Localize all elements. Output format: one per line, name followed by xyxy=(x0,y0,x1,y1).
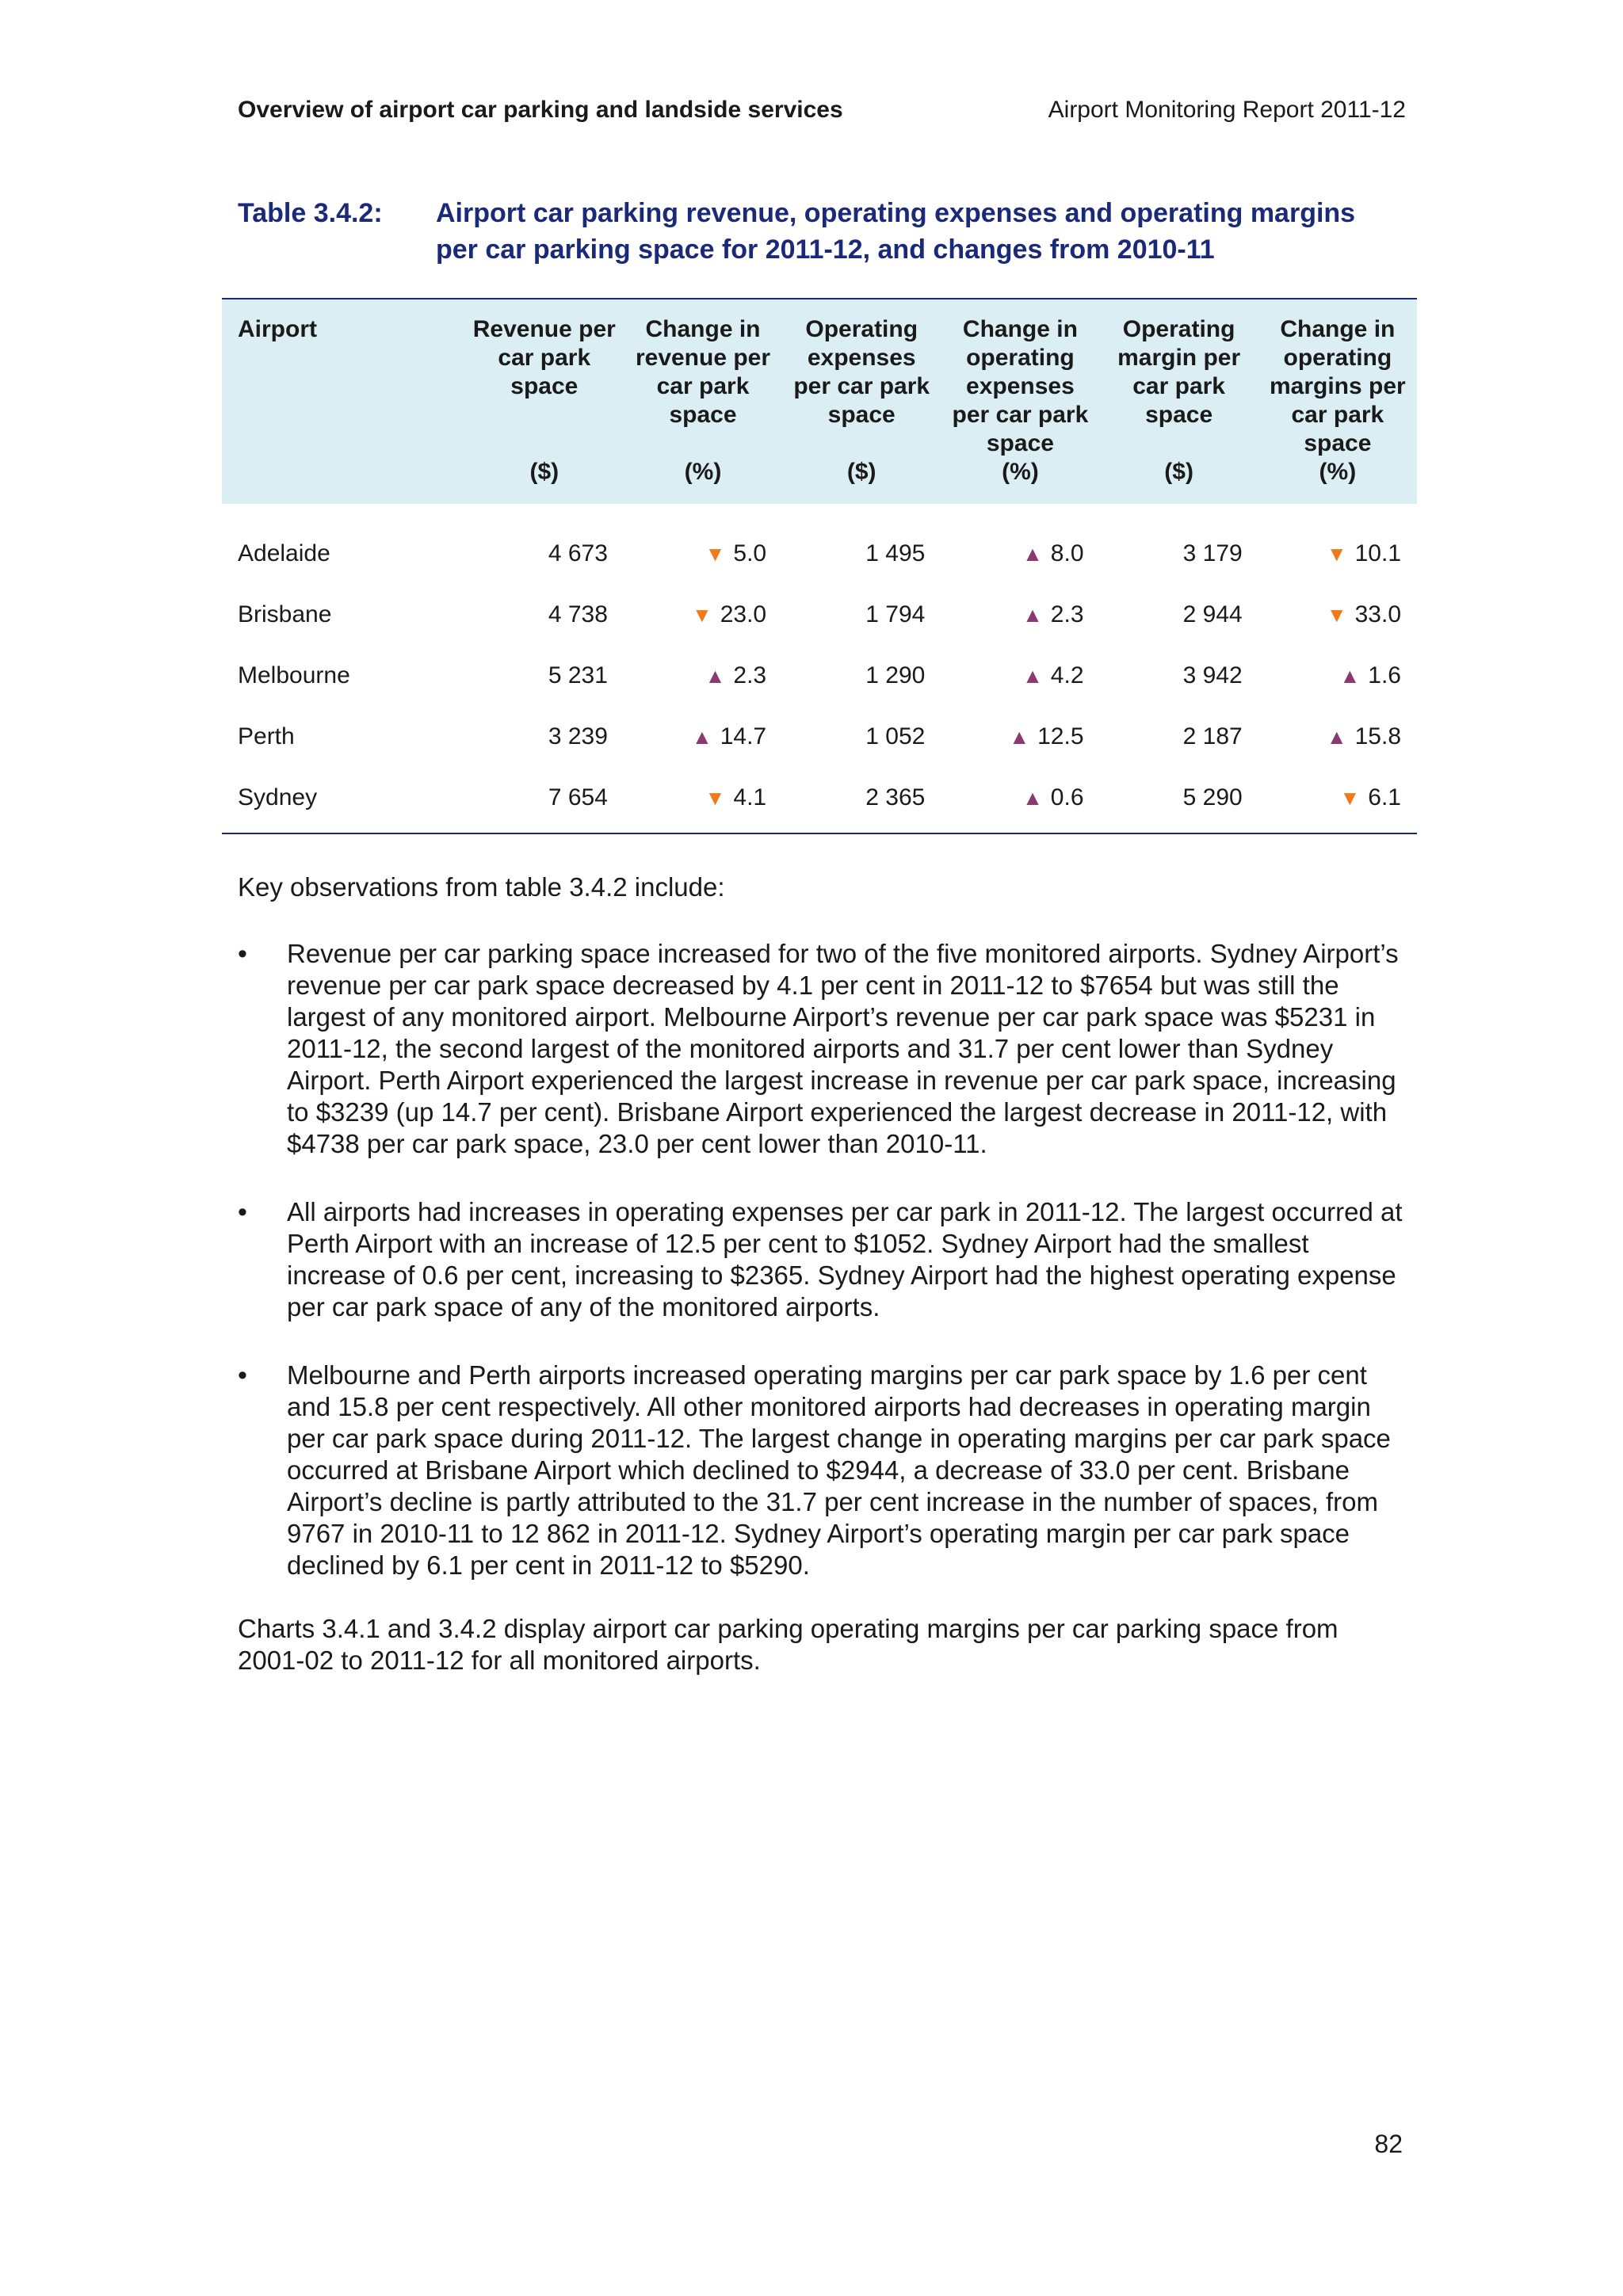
column-header-margin-change xyxy=(1258,299,1417,504)
cell-value: 2.3 xyxy=(1050,601,1084,627)
triangle-up-icon: ▲ xyxy=(1326,724,1347,749)
cell-airport xyxy=(222,504,465,584)
cell-value: 8.0 xyxy=(1050,540,1084,566)
closing-paragraph: Charts 3.4.1 and 3.4.2 display airport car parking operating margins per car parking space from 2001-02 to 2011-12 for all monitored airports. xyxy=(238,1614,1338,1675)
cell-value: Perth xyxy=(238,723,295,749)
cell-revenue-change xyxy=(624,706,782,767)
cell-opex xyxy=(782,645,941,706)
column-header-opex xyxy=(782,299,941,504)
section-title: Overview of airport car parking and landside services xyxy=(238,97,843,123)
cell-value: 12.5 xyxy=(1037,723,1084,749)
cell-value: 7 654 xyxy=(548,784,608,810)
cell-value: 5 231 xyxy=(548,662,608,688)
cell-revenue-change xyxy=(624,645,782,706)
column-header-revenue xyxy=(465,299,624,504)
cell-margin-change xyxy=(1258,767,1417,833)
table-title: Airport car parking revenue, operating expenses and operating margins per car parking space for 2011-12, and changes from 2010-11 xyxy=(436,198,1356,265)
column-header-label: Revenue per car park space xyxy=(472,316,616,399)
cell-margin-change xyxy=(1258,706,1417,767)
cell-value: 14.7 xyxy=(720,723,767,749)
cell-value: 2 944 xyxy=(1182,601,1243,627)
cell-value: 3 179 xyxy=(1182,540,1243,566)
car-parking-table xyxy=(222,298,1417,834)
cell-value: 2.3 xyxy=(733,662,767,688)
cell-revenue xyxy=(465,645,624,706)
cell-value: 5.0 xyxy=(733,540,767,566)
column-header-unit: ($) xyxy=(846,459,876,485)
cell-margin-change xyxy=(1258,584,1417,645)
cell-revenue-change xyxy=(624,584,782,645)
cell-opex-change xyxy=(941,584,1099,645)
cell-value: 2 365 xyxy=(865,784,926,810)
column-header-label: Airport xyxy=(238,316,317,342)
triangle-down-icon: ▼ xyxy=(691,602,712,627)
cell-value: 4.2 xyxy=(1050,662,1084,688)
cell-margin xyxy=(1100,767,1258,833)
table-row xyxy=(222,504,1417,584)
triangle-up-icon: ▲ xyxy=(691,724,712,749)
cell-revenue xyxy=(465,767,624,833)
cell-margin xyxy=(1100,645,1258,706)
cell-revenue xyxy=(465,504,624,584)
cell-value: Adelaide xyxy=(238,540,330,566)
cell-airport xyxy=(222,706,465,767)
cell-opex xyxy=(782,767,941,833)
observations-intro: Key observations from table 3.4.2 include: xyxy=(238,872,725,902)
triangle-up-icon: ▲ xyxy=(705,663,726,688)
column-header-label: Change in operating margins per car park space xyxy=(1269,316,1406,456)
cell-value: 1 495 xyxy=(865,540,926,566)
cell-value: 15.8 xyxy=(1354,723,1401,749)
cell-value: 23.0 xyxy=(720,601,767,627)
list-item xyxy=(238,1196,1403,1323)
cell-value: Brisbane xyxy=(238,601,332,627)
cell-value: 2 187 xyxy=(1182,723,1243,749)
column-header-label: Change in operating expenses per car park space xyxy=(952,316,1089,456)
cell-value: 3 239 xyxy=(548,723,608,749)
table-header xyxy=(222,299,1417,504)
table-row xyxy=(222,706,1417,767)
table-row xyxy=(222,767,1417,833)
cell-opex-change xyxy=(941,504,1099,584)
triangle-up-icon: ▲ xyxy=(1022,602,1043,627)
column-header-unit: ($) xyxy=(1164,459,1193,485)
cell-opex xyxy=(782,504,941,584)
page-number: 82 xyxy=(1374,2130,1403,2158)
cell-value: 5 290 xyxy=(1182,784,1243,810)
cell-value: Melbourne xyxy=(238,662,350,688)
cell-opex-change xyxy=(941,706,1099,767)
table-row xyxy=(222,645,1417,706)
bullet-icon: • xyxy=(238,1197,247,1227)
header-row xyxy=(222,299,1417,504)
cell-value: 3 942 xyxy=(1182,662,1243,688)
list-item-text: Melbourne and Perth airports increased operating margins per car park space by 1.6 per cent and 15.8 per cent respectively. All other monitored airports had decreases in operating margin per car park space during 2011-12. The largest change in operating margins per car park space occurred at Brisbane Airport which declined to $2944, a decrease of 33.0 per cent. Brisbane Airport’s decline is partly attributed to the 31.7 per cent increase in the number of spaces, from 9767 in 2010-11 to 12 862 in 2011-12. Sydney Airport’s operating margin per car park space declined by 6.1 per cent in 2011-12 to $5290. xyxy=(287,1360,1391,1580)
cell-margin xyxy=(1100,706,1258,767)
list-item xyxy=(238,1360,1403,1581)
cell-margin xyxy=(1100,504,1258,584)
cell-revenue-change xyxy=(624,504,782,584)
cell-value: 1 052 xyxy=(865,723,926,749)
key-observations xyxy=(238,871,1403,1676)
table-caption xyxy=(238,195,1426,268)
cell-value: 1 794 xyxy=(865,601,926,627)
cell-value: 10.1 xyxy=(1354,540,1401,566)
triangle-down-icon: ▼ xyxy=(705,785,726,810)
cell-value: 33.0 xyxy=(1354,601,1401,627)
triangle-up-icon: ▲ xyxy=(1339,663,1361,688)
report-title: Airport Monitoring Report 2011-12 xyxy=(1048,97,1406,123)
bullet-icon: • xyxy=(238,1360,247,1390)
cell-airport xyxy=(222,767,465,833)
column-header-label: Change in revenue per car park space xyxy=(635,316,771,428)
cell-revenue-change xyxy=(624,767,782,833)
cell-value: 0.6 xyxy=(1050,784,1084,810)
table-body xyxy=(222,504,1417,833)
triangle-up-icon: ▲ xyxy=(1022,541,1043,566)
triangle-up-icon: ▲ xyxy=(1022,663,1043,688)
cell-airport xyxy=(222,645,465,706)
cell-opex-change xyxy=(941,645,1099,706)
cell-revenue xyxy=(465,706,624,767)
column-header-unit: ($) xyxy=(529,459,559,485)
cell-opex-change xyxy=(941,767,1099,833)
cell-value: 4 738 xyxy=(548,601,608,627)
triangle-down-icon: ▼ xyxy=(1339,785,1361,810)
running-header xyxy=(238,97,1406,124)
cell-value: 1 290 xyxy=(865,662,926,688)
triangle-up-icon: ▲ xyxy=(1022,785,1043,810)
observations-list xyxy=(238,938,1403,1581)
cell-value: 1.6 xyxy=(1368,662,1401,688)
cell-margin-change xyxy=(1258,645,1417,706)
column-header-unit: (%) xyxy=(684,459,722,485)
table-row xyxy=(222,584,1417,645)
triangle-down-icon: ▼ xyxy=(1326,541,1347,566)
column-header-unit: (%) xyxy=(1002,459,1039,485)
cell-airport xyxy=(222,584,465,645)
cell-value: 6.1 xyxy=(1368,784,1401,810)
table-number: Table 3.4.2: xyxy=(238,198,383,228)
cell-value: 4.1 xyxy=(733,784,767,810)
triangle-up-icon: ▲ xyxy=(1009,724,1030,749)
column-header-label: Operating margin per car park space xyxy=(1117,316,1241,428)
column-header-opex-change xyxy=(941,299,1099,504)
column-header-unit: (%) xyxy=(1319,459,1357,485)
list-item-text: All airports had increases in operating expenses per car park in 2011-12. The largest occurred at Perth Airport with an increase of 12.5 per cent to $1052. Sydney Airport had the smallest increase of 0.6 per cent, increasing to $2365. Sydney Airport had the highest operating expense per car park space of any of the monitored airports. xyxy=(287,1197,1403,1322)
cell-revenue xyxy=(465,584,624,645)
triangle-down-icon: ▼ xyxy=(1326,602,1347,627)
column-header-airport xyxy=(222,299,465,504)
bullet-icon: • xyxy=(238,939,247,969)
column-header-margin xyxy=(1100,299,1258,504)
cell-margin xyxy=(1100,584,1258,645)
cell-opex xyxy=(782,584,941,645)
cell-opex xyxy=(782,706,941,767)
triangle-down-icon: ▼ xyxy=(705,541,726,566)
list-item xyxy=(238,938,1403,1160)
cell-margin-change xyxy=(1258,504,1417,584)
column-header-label: Operating expenses per car park space xyxy=(793,316,930,428)
cell-value: 4 673 xyxy=(548,540,608,566)
cell-value: Sydney xyxy=(238,784,318,810)
column-header-revenue-change xyxy=(624,299,782,504)
list-item-text: Revenue per car parking space increased for two of the five monitored airports. Sydney Airport’s revenue per car park space decreased by 4.1 per cent in 2011-12 to $7654 but was still the largest of any monitored airport. Melbourne Airport’s revenue per car park space was $5231 in 2011-12, the second largest of the monitored airports and 31.7 per cent lower than Sydney Airport. Perth Airport experienced the largest increase in revenue per car park space, increasing to $3239 (up 14.7 per cent). Brisbane Airport experienced the largest decrease in 2011-12, with $4738 per car park space, 23.0 per cent lower than 2010-11. xyxy=(287,939,1399,1158)
